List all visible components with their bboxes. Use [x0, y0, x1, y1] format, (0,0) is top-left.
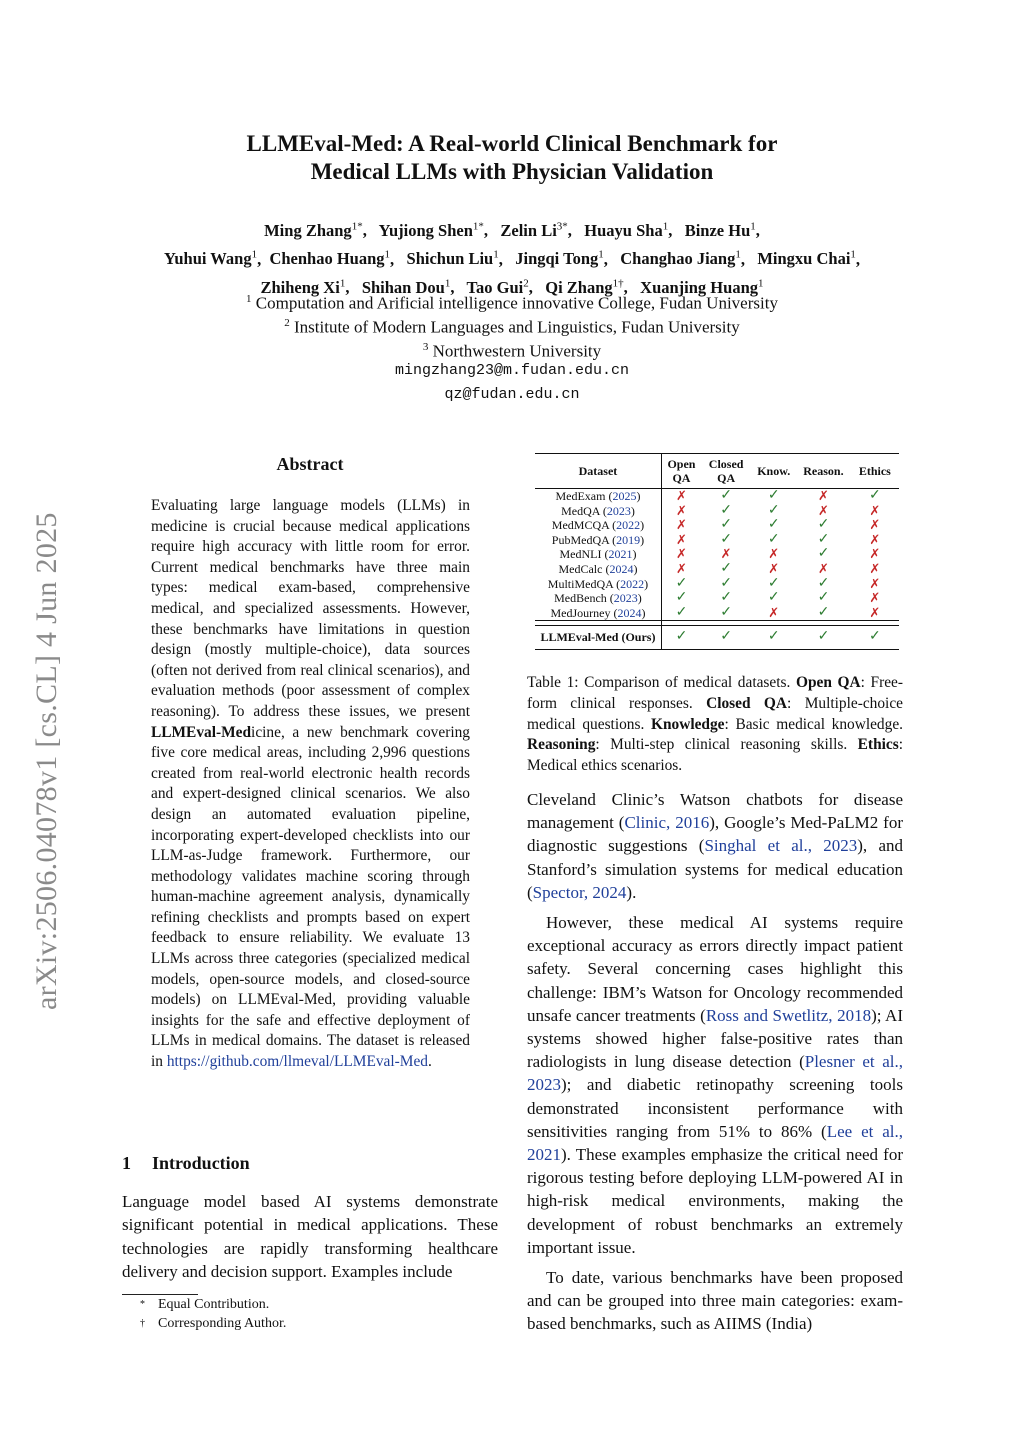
- footnote: * Equal Contribution.: [140, 1297, 270, 1312]
- check-icon: ✓: [720, 488, 732, 503]
- affiliation-1: $^1$ Computation and Arificial intelligence innovative College, Fudan University: [246, 293, 778, 313]
- cross-icon: ✗: [676, 546, 687, 562]
- author: Mingxu Chai$^1$: [757, 248, 856, 268]
- citation-year[interactable]: 2021: [608, 547, 633, 562]
- check-icon: ✓: [767, 517, 780, 533]
- citation-year[interactable]: 2019: [616, 532, 641, 547]
- author: Shihan Dou$^1$: [361, 277, 451, 297]
- check-icon: ✓: [720, 575, 732, 591]
- check-icon: ✓: [720, 629, 732, 645]
- arxiv-identifier[interactable]: arXiv:2506.04078v1 [cs.CL] 4 Jun 2025: [30, 512, 63, 1010]
- check-icon: ✓: [675, 604, 688, 620]
- col-header: Closed QA: [708, 457, 744, 485]
- email-2[interactable]: qz@fudan.edu.cn: [444, 386, 580, 403]
- table-row: [535, 606, 899, 621]
- check-icon: ✓: [817, 590, 830, 606]
- check-icon: ✓: [720, 590, 732, 606]
- check-icon: ✓: [817, 531, 830, 547]
- dataset-name: MedNLI (2021): [535, 547, 661, 562]
- dataset-name: MedJourney (2024): [535, 606, 661, 621]
- dataset-name: LLMEval-Med (Ours): [535, 626, 661, 650]
- author: Chenhao Huang$^1$: [269, 248, 391, 268]
- citation-year[interactable]: 2024: [617, 605, 642, 620]
- check-icon: ✓: [817, 629, 830, 645]
- check-icon: ✓: [868, 488, 881, 503]
- check-icon: ✓: [767, 531, 780, 547]
- citation-year[interactable]: 2023: [613, 591, 638, 606]
- col-header: Open QA: [667, 457, 696, 485]
- section-heading: 1 Introduction: [122, 1153, 250, 1173]
- author: Jingqi Tong$^1$: [515, 248, 604, 268]
- author: Changhao Jiang$^1$: [620, 248, 741, 268]
- cross-icon: ✗: [869, 590, 881, 606]
- col-header: Ethics: [858, 464, 891, 478]
- check-icon: ✓: [720, 604, 732, 620]
- author: Qi Zhang$^{1\dagger}$: [545, 277, 624, 297]
- authors-line-1: Ming Zhang$^{1*}$, Yujiong Shen$^{1*}$, Zelin $Li^{3*}$, Huayu Sha$^1$, Binze Hu$^1$,: [264, 220, 760, 240]
- dataset-name: MedMCQA (2022): [535, 518, 661, 533]
- abstract-heading: Abstract: [276, 454, 344, 474]
- authors-line-2: Yuhui Wang$^1$, Chenhao Huang$^1$, Shichun Liu$^1$, Jingqi Tong$^1$, Changhao Jiang$^1$, Mingxu Chai$^1$,: [163, 248, 861, 268]
- check-icon: ✓: [767, 502, 780, 518]
- cross-icon: ✗: [768, 546, 780, 562]
- author: Xuanjing Huang$^1$: [640, 277, 764, 297]
- cross-icon: ✗: [817, 560, 829, 576]
- title-line-2: Medical LLMs with Physician Validation: [310, 159, 714, 184]
- author: Yuhui Wang$^1$: [163, 248, 258, 268]
- author: Ming Zhang$^{1*}$: [264, 220, 363, 240]
- paragraph: To date, various benchmarks have been proposed and can be grouped into three main categories: exam-based benchmarks, such as AIIMS (India): [527, 1268, 903, 1334]
- check-icon: ✓: [767, 629, 780, 645]
- check-icon: ✓: [767, 488, 780, 503]
- citation[interactable]: Clinic, 2016: [624, 813, 710, 833]
- email-1[interactable]: mingzhang23@m.fudan.edu.cn: [394, 362, 630, 379]
- dataset-link[interactable]: https://github.com/llmeval/LLMEval-Med: [166, 1053, 429, 1071]
- col-header: Dataset: [535, 454, 661, 489]
- check-icon: ✓: [817, 546, 830, 562]
- check-icon: ✓: [720, 560, 732, 576]
- cross-icon: ✗: [676, 502, 687, 518]
- check-icon: ✓: [720, 531, 732, 547]
- citation[interactable]: Plesner et al., 2023: [527, 1052, 903, 1095]
- cross-icon: ✗: [720, 546, 732, 562]
- author: Zhiheng Xi$^1$: [260, 277, 346, 297]
- dataset-name: MedExam (2025): [535, 489, 661, 504]
- check-icon: ✓: [817, 517, 830, 533]
- check-icon: ✓: [675, 629, 688, 645]
- check-icon: ✓: [868, 629, 881, 645]
- col-header: Reason.: [803, 464, 844, 478]
- cross-icon: ✗: [869, 604, 881, 620]
- authors-line-3: Zhiheng Xi$^1$, Shihan Dou$^1$, Tao Gui$^2$, Qi Zhang$^{1\dagger}$, Xuanjing Huang$^1$: [260, 277, 764, 297]
- citation[interactable]: Spector, 2024: [532, 882, 627, 902]
- table-row: [535, 504, 899, 519]
- check-icon: ✓: [675, 575, 688, 591]
- dataset-name: MedBench (2023): [535, 591, 661, 606]
- author: Yujiong Shen$^{1*}$: [378, 220, 484, 240]
- paragraph: Cleveland Clinic’s Watson chatbots for disease management (Clinic, 2016), Google’s Med-PaLM2 for diagnostic suggestions (Singhal et al., 2023), and Stanford’s simulation systems for medical education (Spector, 2024).: [527, 790, 904, 902]
- table-row: [535, 562, 899, 577]
- footnote: † Corresponding Author.: [140, 1315, 287, 1331]
- check-icon: ✓: [817, 604, 830, 620]
- cross-icon: ✗: [676, 531, 687, 547]
- citation-year[interactable]: 2025: [612, 489, 637, 503]
- check-icon: ✓: [817, 575, 830, 591]
- citation-year[interactable]: 2022: [620, 576, 645, 591]
- table-row: [535, 489, 899, 504]
- cross-icon: ✗: [869, 575, 881, 591]
- cross-icon: ✗: [768, 560, 780, 576]
- cross-icon: ✗: [869, 531, 881, 547]
- citation-year[interactable]: 2022: [616, 518, 641, 533]
- cross-icon: ✗: [869, 560, 881, 576]
- table-caption: Table 1: Comparison of medical datasets. Open QA: Free-form clinical responses. Closed QA: Multiple-choice medical questions. Knowledge: Basic medical knowledge. Reasoning: Multi-step clinical reasoning skills. Ethics: Medical ethics scenarios.: [527, 674, 904, 775]
- col-header: Know.: [757, 464, 791, 478]
- citation-year[interactable]: 2023: [606, 503, 631, 518]
- cross-icon: ✗: [817, 488, 829, 503]
- cross-icon: ✗: [676, 517, 687, 533]
- table-row: [535, 547, 899, 562]
- comparison-table: [535, 453, 899, 650]
- author: Huayu Sha$^1$: [584, 220, 669, 240]
- author: Tao Gui$^2$: [466, 277, 529, 297]
- dataset-name: MultiMedQA (2022): [535, 577, 661, 592]
- citation[interactable]: Singhal et al., 2023: [704, 836, 858, 856]
- citation[interactable]: Ross and Swetlitz, 2018: [705, 1005, 872, 1025]
- title-line-1: LLMEval-Med: A Real-world Clinical Benchmark for: [246, 131, 778, 156]
- cross-icon: ✗: [676, 560, 687, 576]
- dataset-name: MedQA (2023): [535, 504, 661, 519]
- check-icon: ✓: [767, 590, 780, 606]
- citation-year[interactable]: 2024: [609, 561, 634, 576]
- affiliation-2: $^2$ Institute of Modern Languages and Linguistics, Fudan University: [284, 317, 740, 337]
- dataset-name: PubMedQA (2019): [535, 533, 661, 548]
- intro-paragraph: Language model based AI systems demonstrate significant potential in medical applications. These technologies are rapidly transforming healthcare delivery and decision support. Examples include: [122, 1192, 498, 1282]
- abstract-body: Evaluating large language models (LLMs) in medicine is crucial because medical applications require high accuracy with little room for error. Current medical benchmarks have three main types: medical exam-based, comprehensive medical, and specialized assessments. However, these benchmarks have limitations in question design (mostly multiple-choice), data sources (often not derived from real clinical scenarios), and evaluation methods (poor assessment of complex reasoning). To address these issues, we present LLMEval-Medicine, a new benchmark covering five core medical areas, including 2,996 questions created from real-world electronic health records and expert-designed clinical scenarios. We also design an automated evaluation pipeline, incorporating expert-developed checklists into our LLM-as-Judge framework. Furthermore, our methodology validates machine scoring through human-machine agreement analysis, dynamically refining checklists and prompts based on expert feedback to ensure reliability. We evaluate 13 LLMs across three categories (specialized medical models, open-source models, and closed-source models) on LLMEval-Med, providing valuable insights for the safe and effective deployment of LLMs in medical domains. The dataset is released in https://github.com/llmeval/LLMEval-Med.: [151, 497, 470, 1071]
- cross-icon: ✗: [676, 488, 687, 503]
- check-icon: ✓: [720, 517, 732, 533]
- cross-icon: ✗: [768, 604, 780, 620]
- paragraph: However, these medical AI systems require exceptional accuracy as errors directly impact patient safety. Several concerning cases highlight this challenge: IBM’s Watson for Oncology recommended unsafe cancer treatments (Ross and Swetlitz, 2018); AI systems showed higher false-positive rates than radiologists in lung disease detection (Plesner et al., 2023); and diabetic retinopathy screening tools demonstrated inconsistent performance with sensitivities ranging from 51% to 86% (Lee et al., 2021). These examples emphasize the critical need for rigorous testing before deploying LLM-powered AI in high-risk medical environments, making the development of robust benchmarks an extremely important issue.: [527, 913, 904, 1257]
- author: Zelin $Li^{3*}$: [500, 220, 568, 240]
- author: Binze Hu$^1$: [684, 220, 756, 240]
- footnote-rule: [122, 1294, 198, 1295]
- check-icon: ✓: [720, 502, 732, 518]
- check-icon: ✓: [675, 590, 688, 606]
- table-row: [535, 533, 899, 548]
- dataset-name: MedCalc (2024): [535, 562, 661, 577]
- citation[interactable]: Lee et al., 2021: [527, 1121, 904, 1165]
- cross-icon: ✗: [817, 502, 829, 518]
- cross-icon: ✗: [869, 517, 881, 533]
- paper-title: [0, 130, 1024, 186]
- table-row-ours: [535, 626, 899, 650]
- author: Shichun Liu$^1$: [406, 248, 499, 268]
- table-row: [535, 518, 899, 533]
- cross-icon: ✗: [869, 502, 881, 518]
- check-icon: ✓: [767, 575, 780, 591]
- cross-icon: ✗: [869, 546, 881, 562]
- footnotes: [140, 1296, 286, 1333]
- affiliation-3: $^3$ Northwestern University: [422, 341, 602, 361]
- table-row: [535, 591, 899, 606]
- table-row: [535, 577, 899, 592]
- right-column-text: [527, 788, 903, 1343]
